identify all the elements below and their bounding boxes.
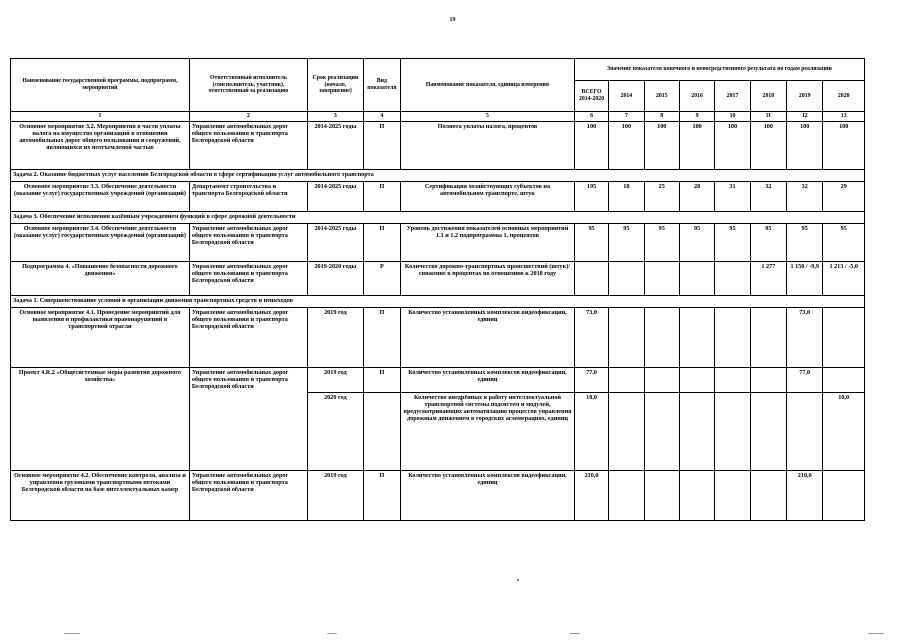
value-cell [609, 393, 644, 471]
term-cell: 2019-2020 годы [308, 262, 364, 296]
value-cell: 18 [609, 182, 644, 212]
scan-mark-left [64, 633, 80, 634]
executor-cell: Департамент строительства и транспорта Белгородской области [189, 182, 307, 212]
task-title: Задача 2. Оказание бюджетных услуг населению Белгородской области в сфере сертификации услуг автомобильного транспорта [11, 170, 865, 182]
value-cell [609, 262, 644, 296]
value-cell: 32 [750, 182, 786, 212]
task-row [11, 170, 865, 182]
table-row [11, 471, 865, 521]
table-row [11, 308, 865, 368]
column-index: 6 [574, 112, 608, 122]
value-cell: 77,0 [787, 368, 823, 393]
value-cell [823, 471, 865, 521]
value-cell [679, 368, 714, 393]
value-cell [715, 471, 750, 521]
column-index: 11 [750, 112, 786, 122]
value-cell: 95 [750, 224, 786, 262]
value-cell [715, 393, 750, 471]
term-cell: 2020 год [308, 393, 364, 471]
program-cell: Основное мероприятие 4.2. Обеспечение контроля, анализа и управления грузовыми транспортными потоками Белгородской области на базе интеллектуальных камер [11, 471, 190, 521]
value-cell: 1 277 [750, 262, 786, 296]
program-cell: Основное мероприятие 4.1. Проведение мероприятий для выявления и профилактики правонарушений в транспортной отрасли [11, 308, 190, 368]
executor-cell: Управление автомобильных дорог общего пользования и транспорта Белгородской области [189, 368, 307, 471]
type-cell: П [363, 122, 400, 170]
value-cell [750, 471, 786, 521]
value-cell: 210,0 [574, 471, 608, 521]
header-year: 2020 [823, 81, 865, 112]
column-index: 1 [11, 112, 190, 122]
value-cell: 10,0 [823, 393, 865, 471]
term-cell: 2014-2025 годы [308, 122, 364, 170]
value-cell [644, 368, 679, 393]
value-cell [644, 262, 679, 296]
value-cell: 95 [679, 224, 714, 262]
value-cell [609, 368, 644, 393]
task-row [11, 296, 865, 308]
value-cell: 95 [823, 224, 865, 262]
scan-speck [517, 579, 519, 581]
program-cell: Подпрограмма 4. «Повышение безопасности дорожного движения» [11, 262, 190, 296]
term-cell: 2019 год [308, 308, 364, 368]
value-cell: 100 [644, 122, 679, 170]
value-cell: 100 [609, 122, 644, 170]
value-cell [750, 393, 786, 471]
indicator-cell: Уровень достижения показателей основных мероприятий 1.1 и 1.2 подпрограммы 1, процентов [401, 224, 575, 262]
header-values-group: Значение показателя конечного и непосредственного результата по годам реализации [574, 59, 864, 81]
scan-mark-mid-right [570, 633, 580, 634]
executor-cell: Управление автомобильных дорог общего пользования и транспорта Белгородской области [189, 471, 307, 521]
column-index: 7 [609, 112, 644, 122]
header-year: 2014 [609, 81, 644, 112]
table-row [11, 182, 865, 212]
program-cell: Основное мероприятие 3.3. Обеспечение деятельности (оказание услуг) государственных учреждений (организаций) [11, 182, 190, 212]
value-cell: 73,0 [787, 308, 823, 368]
value-cell: 95 [644, 224, 679, 262]
executor-cell: Управление автомобильных дорог общего пользования и транспорта Белгородской области [189, 262, 307, 296]
value-cell: 95 [715, 224, 750, 262]
value-cell: 73,0 [574, 308, 608, 368]
column-index: 4 [363, 112, 400, 122]
term-cell: 2014-2025 годы [308, 182, 364, 212]
value-cell [823, 368, 865, 393]
value-cell: 100 [574, 122, 608, 170]
type-cell: П [363, 471, 400, 521]
value-cell: 77,0 [574, 368, 608, 393]
column-index: 10 [715, 112, 750, 122]
value-cell: 95 [609, 224, 644, 262]
indicators-table [10, 58, 865, 521]
value-cell [679, 262, 714, 296]
header-year: 2015 [644, 81, 679, 112]
indicator-cell: Количество установленных комплексов видеофиксации, единиц [401, 368, 575, 393]
value-cell: 95 [787, 224, 823, 262]
header-program: Наименование государственной программы, подпрограмм, мероприятий [11, 59, 190, 112]
value-cell: 25 [644, 182, 679, 212]
header-year: 2019 [787, 81, 823, 112]
task-row [11, 212, 865, 224]
program-cell: Проект 4.R.2 «Общесистемные меры развития дорожного хозяйства» [11, 368, 190, 471]
value-cell [823, 308, 865, 368]
page-number: 19 [449, 17, 456, 23]
column-index: 2 [189, 112, 307, 122]
value-cell: 195 [574, 182, 608, 212]
table-row [11, 122, 865, 170]
value-cell: 100 [787, 122, 823, 170]
task-title: Задача 3. Обеспечение исполнения казённым учреждением функций в сфере дорожной деятельности [11, 212, 865, 224]
executor-cell: Управление автомобильных дорог общего пользования и транспорта Белгородской области [189, 224, 307, 262]
indicator-cell: Количество установленных комплексов видеофиксации, единиц [401, 308, 575, 368]
table-row [11, 224, 865, 262]
term-cell: 2019 год [308, 368, 364, 393]
value-cell [644, 393, 679, 471]
value-cell: 210,0 [787, 471, 823, 521]
value-cell: 100 [823, 122, 865, 170]
value-cell [609, 471, 644, 521]
value-cell [679, 471, 714, 521]
value-cell: 100 [679, 122, 714, 170]
type-cell: П [363, 368, 400, 393]
program-cell: Основное мероприятие 3.2. Мероприятия в части уплаты налога на имущество организаций в отношении автомобильных дорог общего пользования и сооружений, являющихся их неотъемлемой частью [11, 122, 190, 170]
task-title: Задача 1. Совершенствование условий и организации движения транспортных средств и пешеходов [11, 296, 865, 308]
header-year: ВСЕГО 2014-2020 [574, 81, 608, 112]
scan-mark-mid [327, 633, 337, 634]
value-cell [679, 393, 714, 471]
column-index: 9 [679, 112, 714, 122]
type-cell [363, 393, 400, 471]
type-cell: П [363, 182, 400, 212]
indicator-cell: Количество установленных комплексов видеофиксации, единиц [401, 471, 575, 521]
column-index: 3 [308, 112, 364, 122]
column-index: 13 [823, 112, 865, 122]
value-cell: 29 [823, 182, 865, 212]
value-cell [644, 471, 679, 521]
value-cell: 28 [679, 182, 714, 212]
table-row [11, 368, 865, 393]
value-cell [715, 308, 750, 368]
executor-cell: Управление автомобильных дорог общего пользования и транспорта Белгородской области [189, 122, 307, 170]
program-cell: Основное мероприятие 3.4. Обеспечение деятельности (оказание услуг) государственных учреждений (организаций) [11, 224, 190, 262]
indicator-cell: Количество дорожно-транспортных происшествий (штук)/снижение в процентах по отношению к 2018 году [401, 262, 575, 296]
value-cell: 10,0 [574, 393, 608, 471]
scan-mark-right [868, 633, 884, 634]
value-cell: 1 213 / -5,0 [823, 262, 865, 296]
value-cell: 100 [715, 122, 750, 170]
value-cell [644, 308, 679, 368]
value-cell [574, 262, 608, 296]
value-cell [787, 393, 823, 471]
value-cell [750, 308, 786, 368]
header-year: 2018 [750, 81, 786, 112]
type-cell: П [363, 224, 400, 262]
value-cell [715, 368, 750, 393]
indicator-cell: Сертификация хозяйствующих субъектов на автомобильном транспорте, штук [401, 182, 575, 212]
header-indicator: Наименование показателя, единица измерения [401, 59, 575, 112]
value-cell [750, 368, 786, 393]
value-cell [679, 308, 714, 368]
table-row [11, 262, 865, 296]
column-index: 12 [787, 112, 823, 122]
indicator-cell: Полнота уплаты налога, процентов [401, 122, 575, 170]
value-cell: 31 [715, 182, 750, 212]
value-cell [715, 262, 750, 296]
executor-cell: Управление автомобильных дорог общего пользования и транспорта Белгородской области [189, 308, 307, 368]
type-cell: Р [363, 262, 400, 296]
type-cell: П [363, 308, 400, 368]
value-cell: 1 150 / -9,9 [787, 262, 823, 296]
index-row [11, 112, 865, 122]
column-index: 5 [401, 112, 575, 122]
header-type: Вид показателя [363, 59, 400, 112]
header-executor: Ответственный исполнитель (соисполнитель, участник), ответственный за реализацию [189, 59, 307, 112]
term-cell: 2014-2025 годы [308, 224, 364, 262]
column-index: 8 [644, 112, 679, 122]
value-cell: 95 [574, 224, 608, 262]
term-cell: 2019 год [308, 471, 364, 521]
indicator-cell: Количество внедрённых в работу интеллектуальной транспортной системы подсистем и модулей, предусматривающих автоматизацию процессов управления дорожным движением в городских агломерациях, единиц [401, 393, 575, 471]
value-cell: 32 [787, 182, 823, 212]
header-term: Срок реализации (начало, завершение) [308, 59, 364, 112]
value-cell [609, 308, 644, 368]
header-year: 2017 [715, 81, 750, 112]
header-year: 2016 [679, 81, 714, 112]
value-cell: 100 [750, 122, 786, 170]
